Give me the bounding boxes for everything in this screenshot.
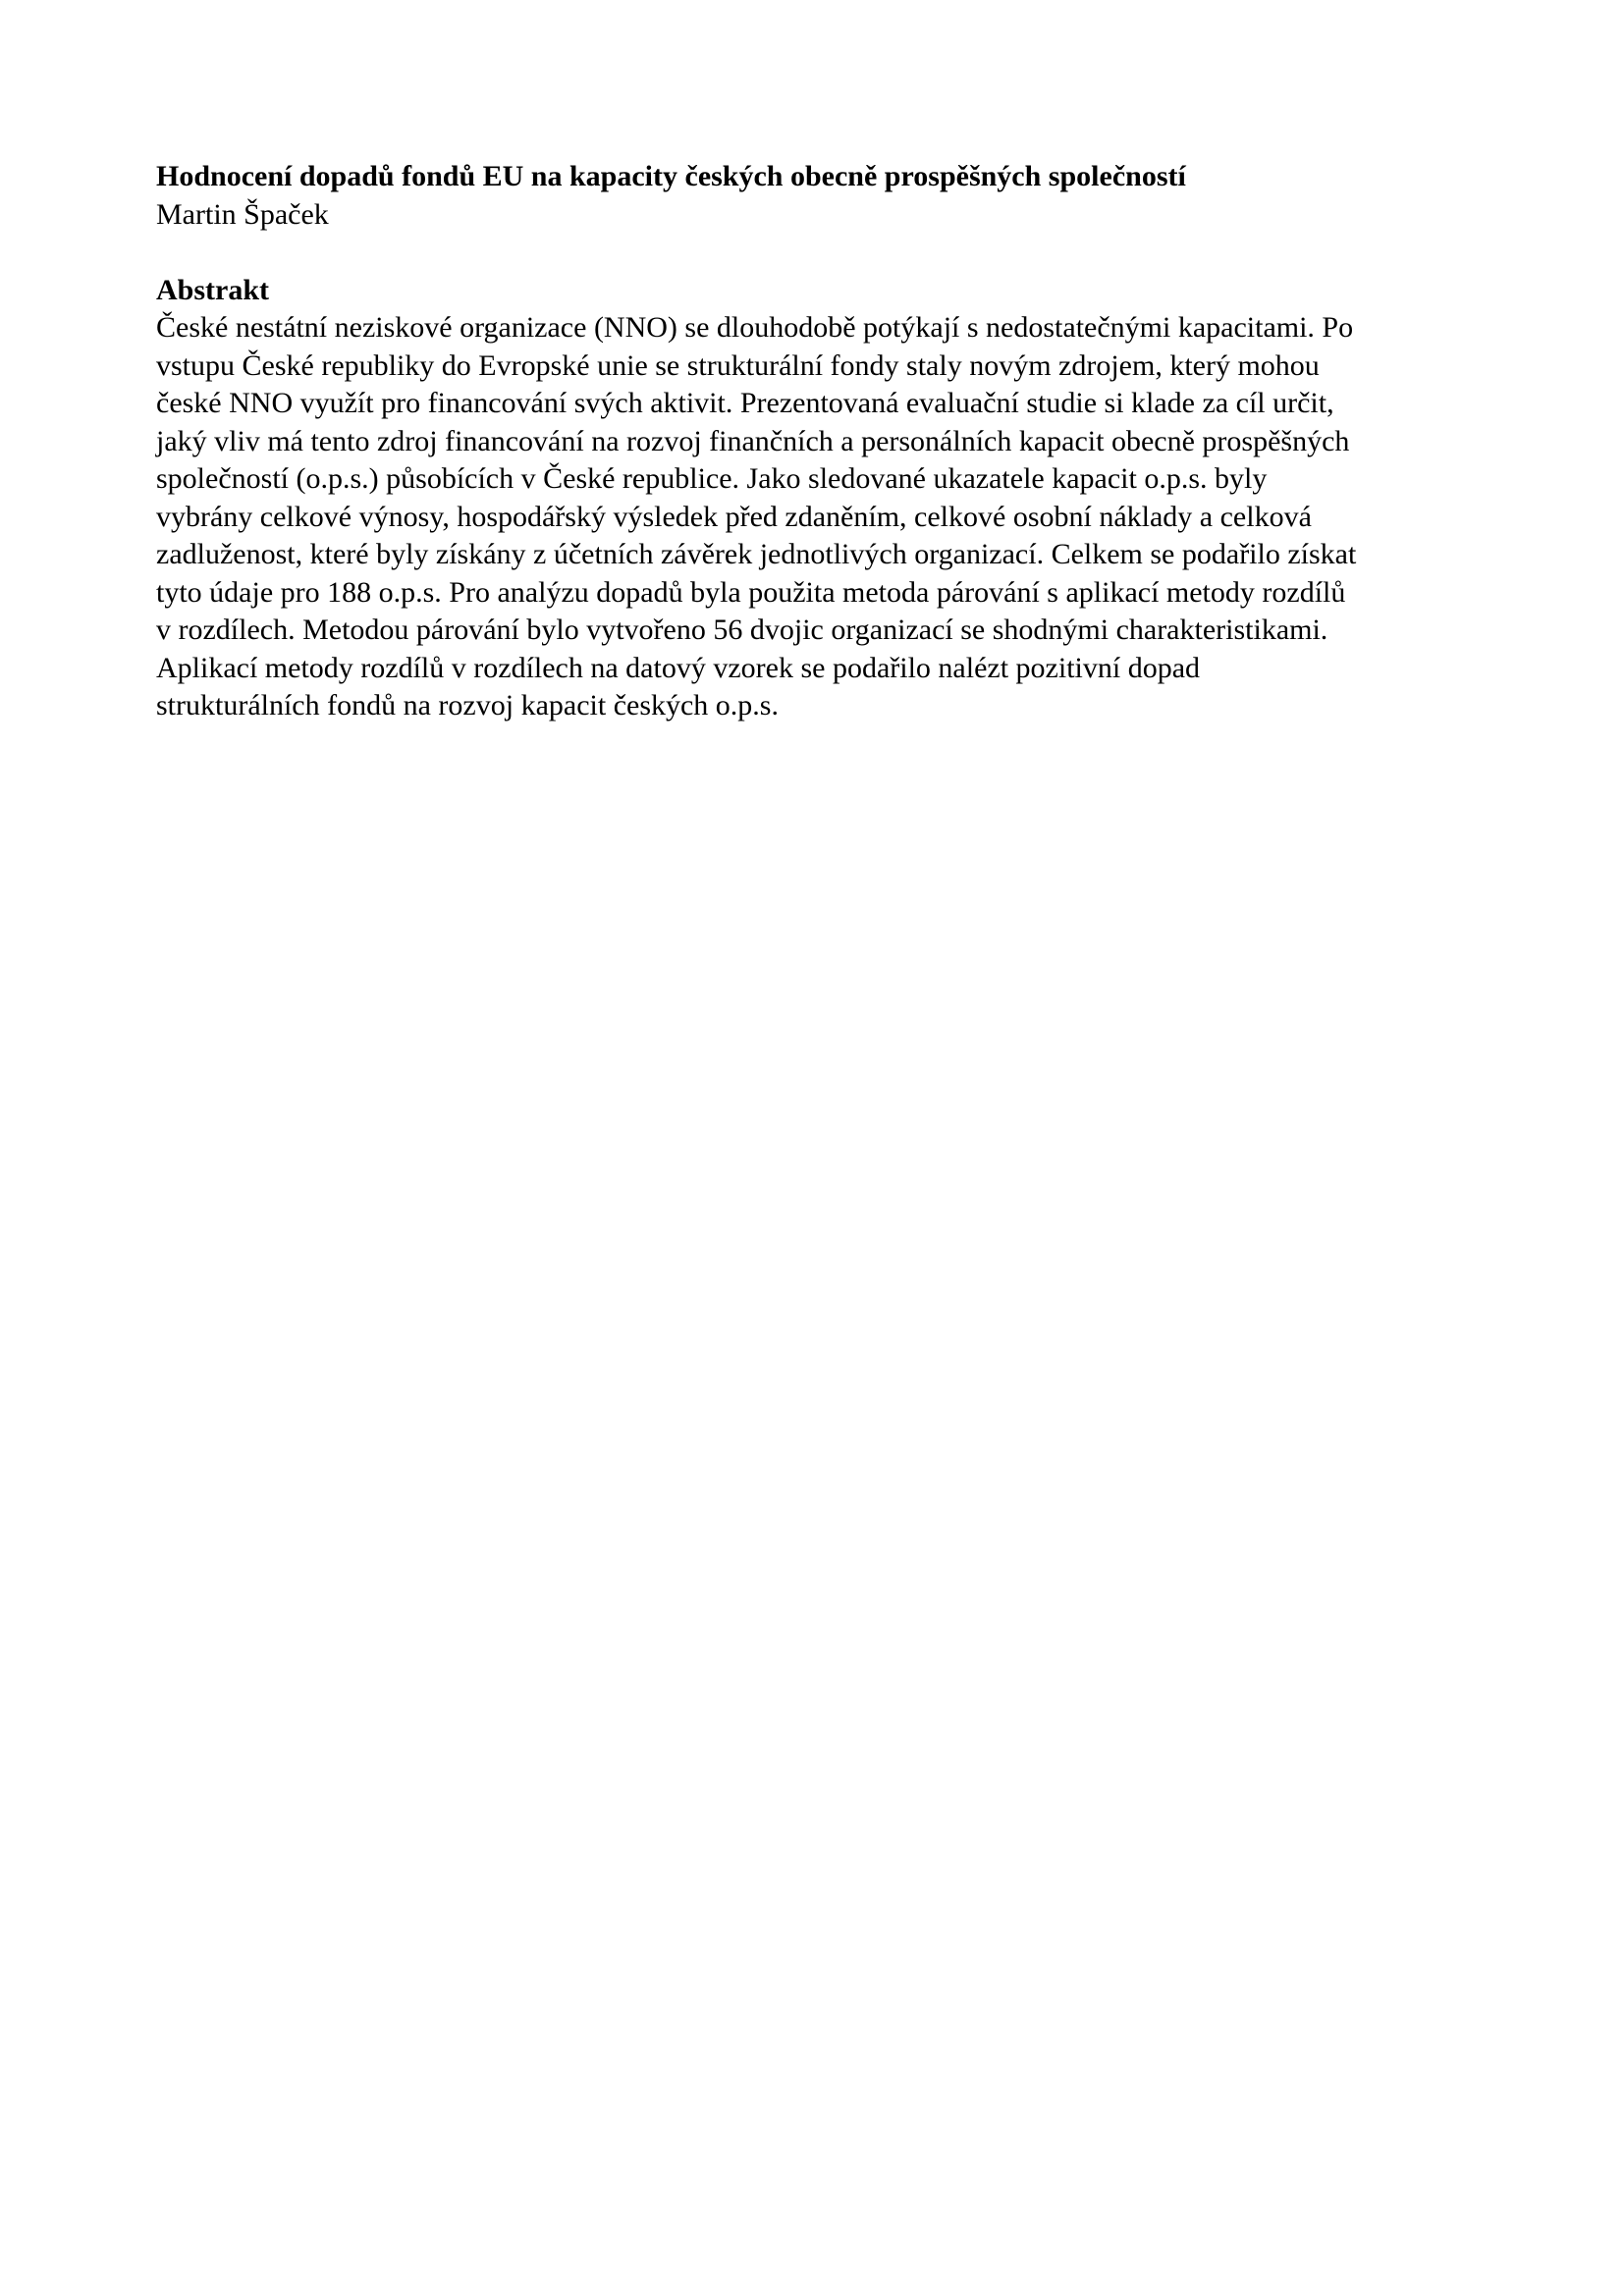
abstract-line: Aplikací metody rozdílů v rozdílech na datový vzorek se podařilo nalézt pozitivní dopad bbox=[156, 651, 1201, 684]
abstract-line: tyto údaje pro 188 o.p.s. Pro analýzu dopadů byla použita metoda párování s aplikací metody rozdílů bbox=[156, 575, 1346, 609]
abstract-line: České nestátní neziskové organizace (NNO) se dlouhodobě potýkají s nedostatečnými kapacitami. Po bbox=[156, 311, 1354, 344]
abstract-line: jaký vliv má tento zdroj financování na rozvoj finančních a personálních kapacit obecně prospěšných bbox=[156, 424, 1350, 457]
abstract-line: vybrány celkové výnosy, hospodářský výsledek před zdaněním, celkové osobní náklady a celková bbox=[156, 500, 1312, 533]
abstract-line: české NNO využít pro financování svých aktivit. Prezentovaná evaluační studie si klade za cíl určit, bbox=[156, 387, 1334, 419]
document-content bbox=[156, 158, 1491, 725]
abstract-line: v rozdílech. Metodou párování bylo vytvořeno 56 dvojic organizací se shodnými charakteristikami. bbox=[156, 614, 1328, 646]
document-title: Hodnocení dopadů fondů EU na kapacity českých obecně prospěšných společností bbox=[156, 160, 1186, 192]
author-name: Martin Špaček bbox=[156, 197, 329, 231]
abstract-body bbox=[156, 309, 1491, 725]
abstract-heading: Abstrakt bbox=[156, 273, 270, 306]
abstract-line: strukturálních fondů na rozvoj kapacit českých o.p.s. bbox=[156, 689, 779, 721]
section-spacer bbox=[156, 234, 1491, 272]
abstract-line: vstupu České republiky do Evropské unie se strukturální fondy staly novým zdrojem, který mohou bbox=[156, 348, 1320, 382]
abstract-line: zadluženost, které byly získány z účetních závěrek jednotlivých organizací. Celkem se podařilo získat bbox=[156, 538, 1357, 570]
abstract-line: společností (o.p.s.) působících v České republice. Jako sledované ukazatele kapacit o.p.s. byly bbox=[156, 462, 1268, 495]
